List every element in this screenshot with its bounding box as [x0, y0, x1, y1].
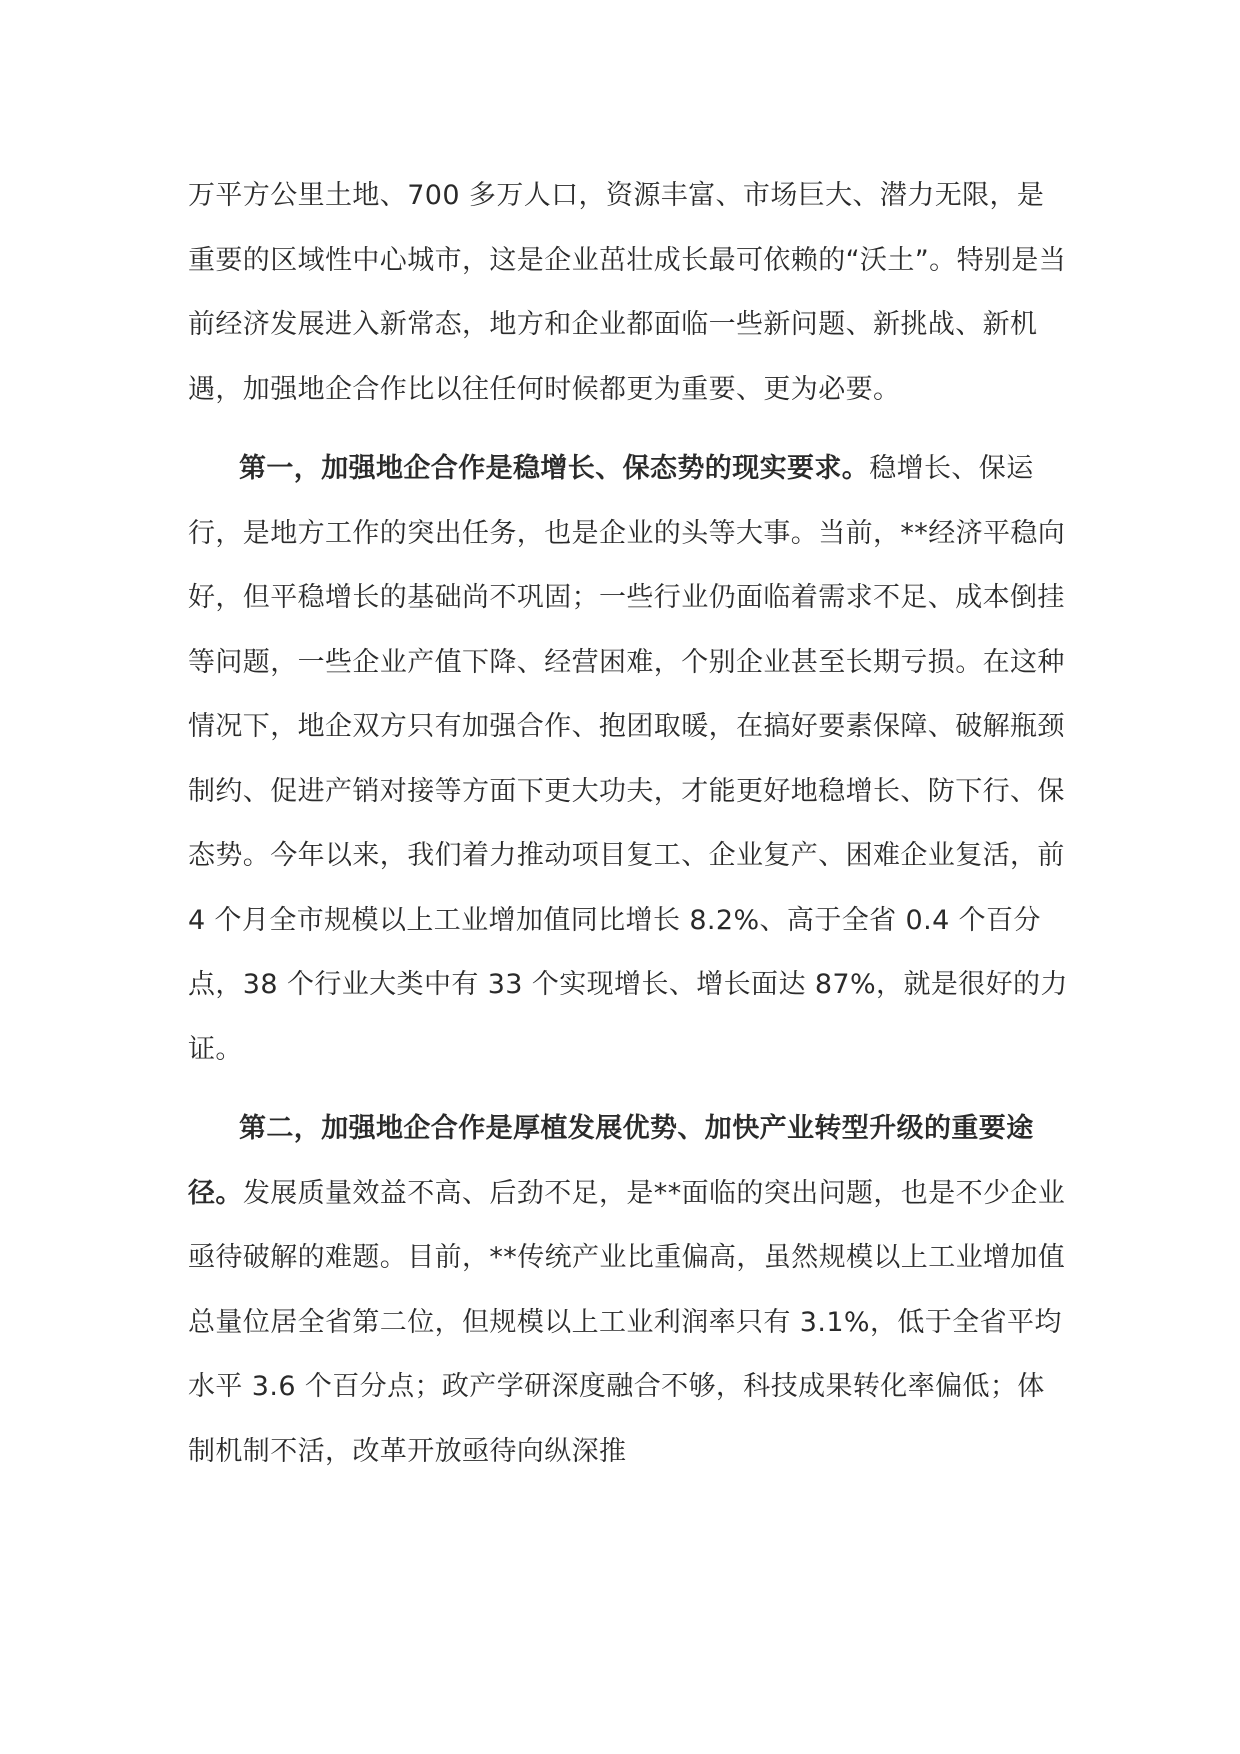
paragraph-first-point [188, 437, 1068, 1082]
paragraph-first-point-heading: 第一，加强地企合作是稳增长、保态势的现实要求。 [239, 453, 870, 484]
paragraph-intro-text: 万平方公里土地、700 多万人口，资源丰富、市场巨大、潜力无限，是重要的区域性中心城市，这是企业茁壮成长最可依赖的“沃土”。特别是当前经济发展进入新常态，地方和企业都面临一些新问题、新挑战、新机遇，加强地企合作比以往任何时候都更为重要、更为必要。 [188, 180, 1067, 405]
paragraph-intro [188, 164, 1068, 422]
paragraph-second-point-text: 发展质量效益不高、后劲不足，是**面临的突出问题，也是不少企业亟待破解的难题。目前，**传统产业比重偏高，虽然规模以上工业增加值总量位居全省第二位，但规模以上工业利润率只有 3.1%，低于全省平均水平 3.6 个百分点；政产学研深度融合不够，科技成果转化率偏低；体制机制不活，改革开放亟待向纵深推 [188, 1177, 1066, 1467]
paragraph-first-point-text: 稳增长、保运行，是地方工作的突出任务，也是企业的头等大事。当前，**经济平稳向好，但平稳增长的基础尚不巩固；一些行业仍面临着需求不足、成本倒挂等问题，一些企业产值下降、经营困难，个别企业甚至长期亏损。在这种情况下，地企双方只有加强合作、抱团取暖，在搞好要素保障、破解瓶颈制约、促进产销对接等方面下更大功夫，才能更好地稳增长、防下行、保态势。今年以来，我们着力推动项目复工、企业复产、困难企业复活，前 4 个月全市规模以上工业增加值同比增长 8.2%、高于全省 0.4 个百分点，38 个行业大类中有 33 个实现增长、增长面达 87%，就是很好的力证。 [188, 453, 1068, 1065]
paragraph-second-point-heading: 第二，加强地企合作是厚植发展优势、加快产业转型升级的重要途径。 [188, 1113, 1034, 1209]
paragraph-second-point [188, 1097, 1068, 1484]
document-page [188, 164, 1068, 1484]
